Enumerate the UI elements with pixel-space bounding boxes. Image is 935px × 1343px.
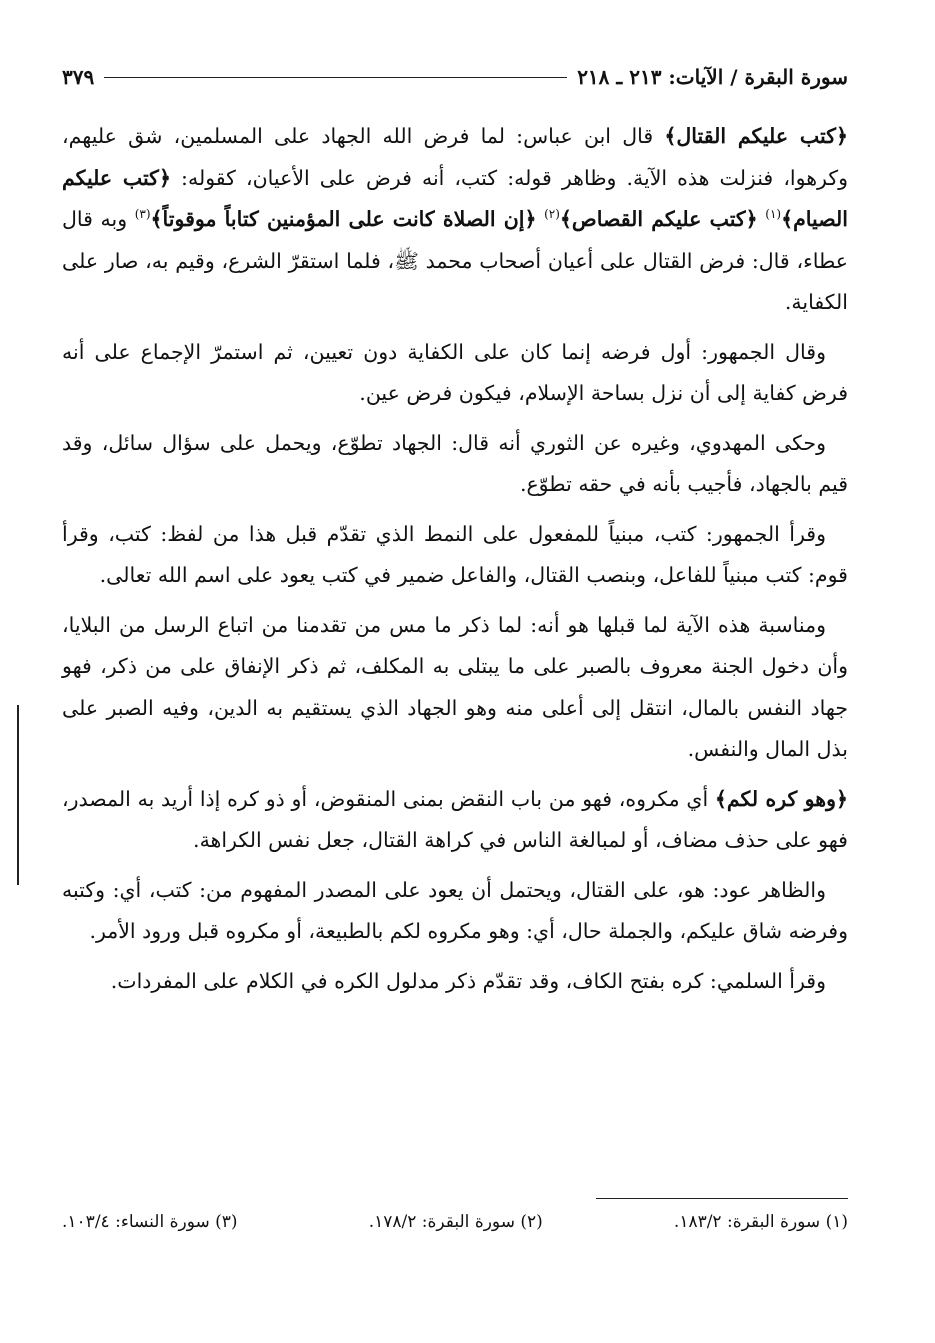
text-run: أي مكروه، فهو من باب النقض بمنى المنقوض، أو ذو كره إذا أريد به المصدر، فهو على حذف مضاف، أو لمبالغة الناس في كراهة القتال، جعل نفس الكراهة. bbox=[62, 786, 848, 852]
text-run: وقال الجمهور: أول فرضه إنما كان على الكفاية دون تعيين، ثم استمرّ الإجماع على أنه فرض كفاية إلى أن نزل بساحة الإسلام، فيكون فرض عين. bbox=[62, 339, 848, 405]
text-run: وقرأ السلمي: كره بفتح الكاف، وقد تقدّم ذكر مدلول الكره في الكلام على المفردات. bbox=[110, 968, 826, 993]
paragraph bbox=[62, 779, 848, 862]
paragraph bbox=[62, 116, 848, 324]
page-number: ٣٧٩ bbox=[62, 65, 95, 89]
paragraph bbox=[62, 605, 848, 771]
text-run: قال ابن عباس: لما فرض الله الجهاد على المسلمين، شق عليهم، وكرهوا، فنزلت هذه الآية. وظاهر قوله: كتب، أنه فرض على الأعيان، كقوله: bbox=[62, 124, 848, 190]
running-title: سورة البقرة / الآيات: ٢١٣ ـ ٢١٨ bbox=[577, 65, 848, 89]
text-run: وبه قال عطاء، قال: فرض القتال على أعيان أصحاب محمد ﷺ، فلما استقرّ الشرع، وقيم به، صار على الكفاية. bbox=[62, 207, 848, 314]
quran-quote: ﴿وهو كره لكم﴾ bbox=[714, 786, 848, 811]
footnote-ref: (٢) bbox=[544, 207, 560, 222]
quran-quote: ﴿إن الصلاة كانت على المؤمنين كتاباً موقوتاً﴾ bbox=[150, 207, 537, 231]
footnote-separator bbox=[596, 1198, 848, 1199]
margin-mark-line bbox=[17, 705, 19, 885]
footnote-1: (١) سورة البقرة: ١٨٣/٢. bbox=[673, 1212, 848, 1232]
footnote-3: (٣) سورة النساء: ١٠٣/٤. bbox=[62, 1212, 238, 1232]
paragraph bbox=[62, 870, 848, 953]
footnote-2: (٢) سورة البقرة: ١٧٨/٢. bbox=[368, 1212, 543, 1232]
paragraph bbox=[62, 423, 848, 506]
page-header bbox=[62, 60, 848, 94]
header-rule bbox=[104, 77, 567, 78]
text-run: وقرأ الجمهور: كتب، مبنياً للمفعول على النمط الذي تقدّم قبل هذا من لفظ: كتب، وقرأ قوم: كتب مبنياً للفاعل، وبنصب القتال، والفاعل ضمير في كتب يعود على اسم الله تعالى. bbox=[62, 521, 848, 587]
paragraph bbox=[62, 332, 848, 415]
text-run: وحكى المهدوي، وغيره عن الثوري أنه قال: الجهاد تطوّع، ويحمل على سؤال سائل، وقد قيم بالجهاد، فأجيب بأنه في حقه تطوّع. bbox=[62, 430, 848, 496]
text-run bbox=[537, 207, 545, 231]
text-run: ومناسبة هذه الآية لما قبلها هو أنه: لما ذكر ما مس من تقدمنا من اتباع الرسل من البلايا، وأن دخول الجنة معروف بالصبر على ما يبتلى به المكلف، ثم ذكر الإنفاق على من ذكر، فهو جهاد النفس بالمال، انتقل إلى أعلى منه وهو الجهاد الذي يستقيم به الدين، وفيه الصبر على بذل المال والنفس. bbox=[62, 612, 848, 761]
paragraph bbox=[62, 961, 848, 1003]
footnotes bbox=[62, 1212, 848, 1242]
footnote-ref: (٣) bbox=[134, 207, 151, 222]
quran-quote: ﴿كتب عليكم القصاص﴾ bbox=[559, 207, 758, 231]
text-run: والظاهر عود: هو، على القتال، ويحتمل أن يعود على المصدر المفهوم من: كتب، أي: وكتبه وفرضه شاق عليكم، والجملة حال، أي: وهو مكروه لكم بالطبيعة، أو مكروه قبل ورود الأمر. bbox=[62, 877, 848, 943]
quran-quote: ﴿كتب عليكم القتال﴾ bbox=[664, 124, 848, 148]
quran-quote: ﴿كتب عليكم الصيام﴾ bbox=[62, 165, 848, 231]
paragraph bbox=[62, 514, 848, 597]
body-text bbox=[62, 116, 848, 1010]
footnote-ref: (١) bbox=[765, 207, 782, 222]
